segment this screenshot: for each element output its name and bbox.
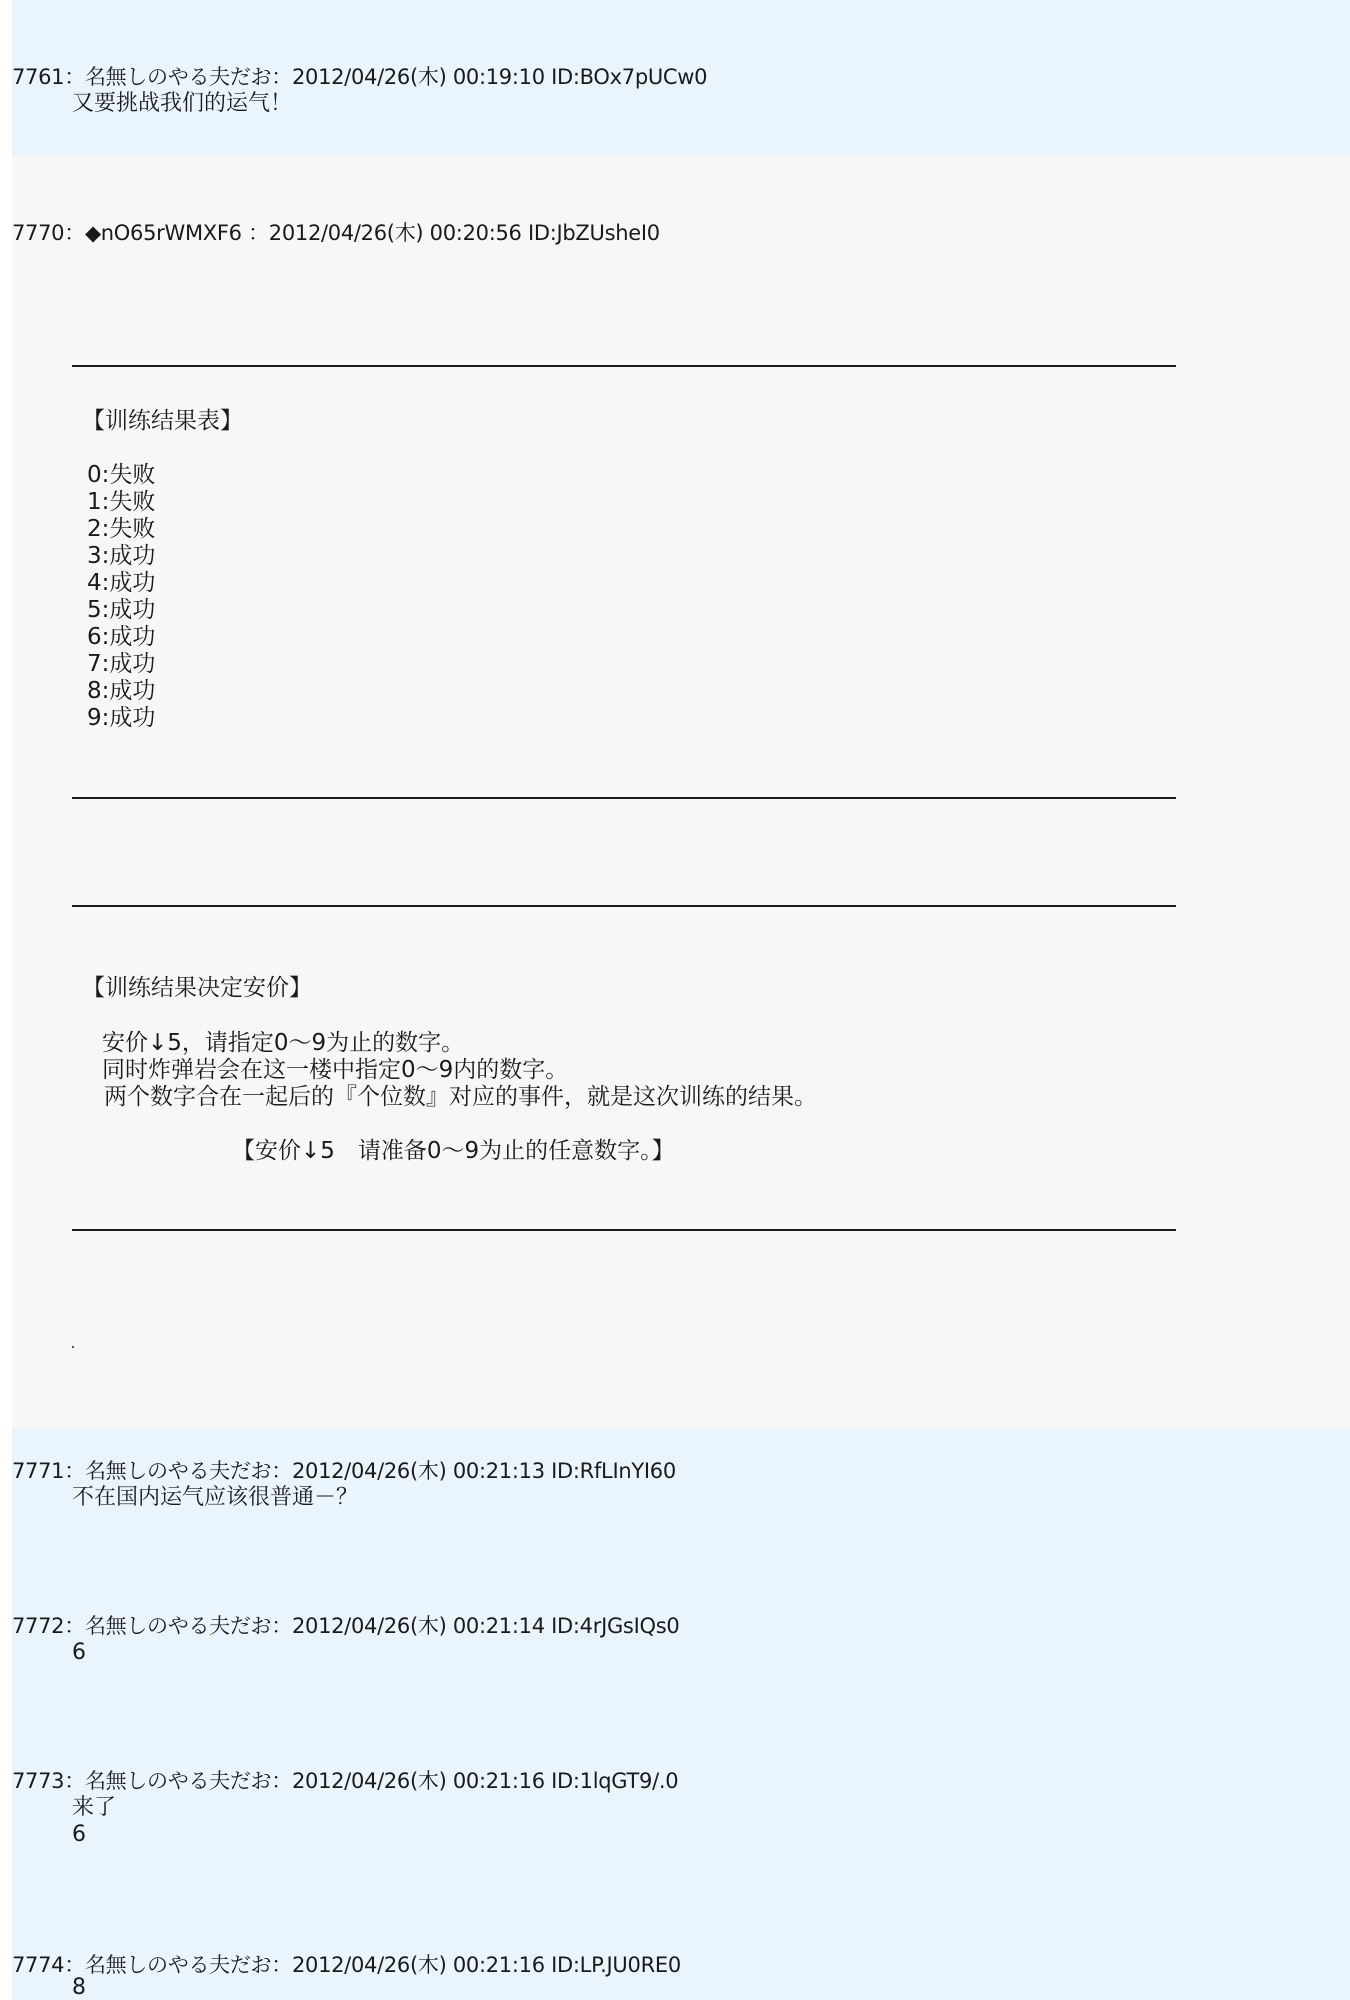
post-header-7761: 7761：名無しのやる夫だお：2012/04/26(木) 00:19:10 ID:BOx7pUCw0 (12, 65, 708, 89)
result-item: 0:失败 (87, 462, 156, 488)
result-item: 8:成功 (87, 678, 156, 704)
decision-title: 【训练结果决定安价】 (82, 975, 312, 1001)
post-body-7774: 8 (72, 1975, 86, 2000)
post-header-7774: 7774：名無しのやる夫だお：2012/04/26(木) 00:21:16 ID:LP.JU0RE0 (12, 1953, 681, 1977)
rule-text-line: 两个数字合在一起后的『个位数』对应的事件，就是这次训练的结果。 (104, 1084, 817, 1110)
trailing-dot (72, 1346, 74, 1348)
post-header-7771: 7771：名無しのやる夫だお：2012/04/26(木) 00:21:13 ID:RfLInYI60 (12, 1459, 676, 1483)
anchor-prompt: 【安价↓5 请准备0～9为止的任意数字。】 (232, 1138, 675, 1164)
result-item: 4:成功 (87, 570, 156, 596)
post-body-7772: 6 (72, 1640, 86, 1665)
post-body-7771: 不在国内运气应该很普通－？ (72, 1485, 359, 1510)
divider-rule (72, 797, 1176, 799)
post-header-7770: 7770：◆nO65rWMXF6 ：2012/04/26(木) 00:20:56 ID:JbZUsheI0 (12, 221, 660, 245)
post-header-7772: 7772：名無しのやる夫だお：2012/04/26(木) 00:21:14 ID:4rJGsIQs0 (12, 1614, 680, 1638)
post-header-7773: 7773：名無しのやる夫だお：2012/04/26(木) 00:21:16 ID:1lqGT9/.0 (12, 1769, 679, 1793)
divider-rule (72, 1229, 1176, 1231)
divider-rule (72, 905, 1176, 907)
thread-background-lower (12, 1428, 1350, 2000)
result-item: 1:失败 (87, 489, 156, 515)
result-item: 9:成功 (87, 705, 156, 731)
rule-text-line: 同时炸弹岩会在这一楼中指定0～9内的数字。 (102, 1057, 569, 1083)
result-item: 7:成功 (87, 651, 156, 677)
rule-text-line: 安价↓5，请指定0～9为止的数字。 (102, 1030, 465, 1056)
result-item: 3:成功 (87, 543, 156, 569)
result-item: 2:失败 (87, 516, 156, 542)
results-table-title: 【训练结果表】 (82, 408, 243, 434)
result-item: 6:成功 (87, 624, 156, 650)
post-body-7761: 又要挑战我们的运气！ (72, 91, 293, 116)
result-item: 5:成功 (87, 597, 156, 623)
post-7770-background (12, 156, 1350, 1428)
post-body-7773: 来了 6 (72, 1795, 117, 1847)
divider-rule (72, 365, 1176, 367)
